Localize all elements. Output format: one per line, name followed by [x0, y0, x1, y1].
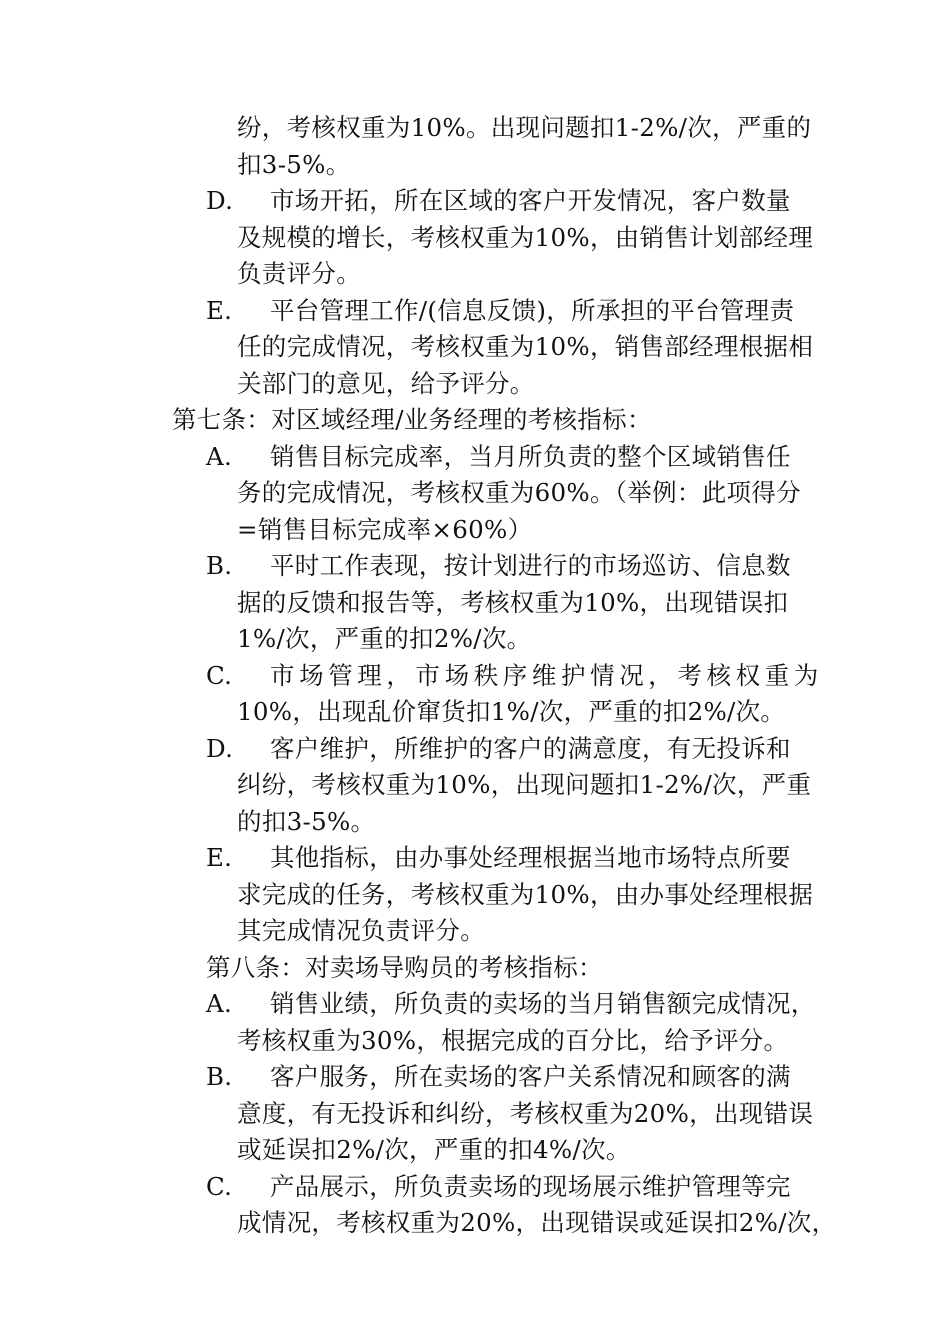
item-letter: C. — [206, 660, 233, 690]
item-letter: B. — [206, 551, 233, 580]
item-letter: E. — [206, 295, 233, 325]
item-text: 任的完成情况，考核权重为10%，销售部经理根据相 — [237, 332, 814, 361]
item-text: 平台管理工作/(信息反馈)，所承担的平台管理责 — [270, 295, 795, 325]
list-item — [0, 293, 950, 403]
list-item — [0, 1059, 950, 1169]
list-item — [0, 1169, 950, 1242]
item-text: 考核权重为30%，根据完成的百分比，给予评分。 — [237, 1025, 789, 1055]
item-text: 1%/次，严重的扣2%/次。 — [237, 624, 532, 653]
list-item — [0, 548, 950, 658]
item-text: 其他指标，由办事处经理根据当地市场特点所要 — [270, 843, 791, 872]
list-item — [0, 658, 950, 731]
continued-line: 扣3-5%。 — [237, 149, 351, 179]
document-body — [0, 110, 950, 1242]
item-text: 客户服务，所在卖场的客户关系情况和顾客的满 — [270, 1062, 791, 1091]
item-text: 客户维护，所维护的客户的满意度，有无投诉和 — [270, 733, 791, 763]
item-letter: B. — [206, 1062, 233, 1091]
list-item — [0, 439, 950, 549]
item-letter: D. — [206, 186, 234, 215]
item-text: 成情况，考核权重为20%，出现错误或延误扣2%/次， — [237, 1208, 837, 1237]
item-letter: E. — [206, 843, 233, 872]
list-item — [0, 183, 950, 293]
item-letter: A. — [206, 989, 233, 1018]
item-text: 意度，有无投诉和纠纷，考核权重为20%，出现错误 — [237, 1098, 814, 1128]
item-text: 平时工作表现，按计划进行的市场巡访、信息数 — [270, 551, 791, 580]
item-text: 据的反馈和报告等，考核权重为10%，出现错误扣 — [237, 587, 789, 617]
item-text: 务的完成情况，考核权重为60%。（举例：此项得分 — [237, 478, 801, 507]
item-text: 或延误扣2%/次，严重的扣4%/次。 — [237, 1135, 631, 1164]
item-text: 销售业绩，所负责的卖场的当月销售额完成情况， — [270, 989, 816, 1018]
list-item — [0, 986, 950, 1059]
item-letter: A. — [206, 441, 233, 471]
article-heading: 第七条：对区域经理/业务经理的考核指标： — [172, 405, 652, 434]
continued-line: 纷，考核权重为10%。出现问题扣1-2%/次，严重的 — [237, 113, 812, 142]
item-text: 负责评分。 — [237, 259, 361, 288]
item-text: 产品展示，所负责卖场的现场展示维护管理等完 — [270, 1171, 791, 1201]
item-text: 纠纷，考核权重为10%，出现问题扣1-2%/次，严重 — [237, 770, 812, 799]
item-text: 销售目标完成率，当月所负责的整个区域销售任 — [270, 441, 791, 471]
item-letter: D. — [206, 733, 234, 763]
item-text: 市场开拓，所在区域的客户开发情况，客户数量 — [270, 186, 791, 215]
item-text: 及规模的增长，考核权重为10%，由销售计划部经理 — [237, 222, 814, 252]
item-text: 的扣3-5%。 — [237, 806, 376, 836]
item-text: 关部门的意见，给予评分。 — [237, 368, 535, 398]
item-text: 求完成的任务，考核权重为10%，由办事处经理根据 — [237, 879, 814, 909]
item-letter: C. — [206, 1171, 233, 1201]
item-text: 其完成情况负责评分。 — [237, 916, 485, 945]
article-heading: 第八条：对卖场导购员的考核指标： — [206, 952, 603, 982]
item-text: 市场管理，市场秩序维护情况，考核权重为 — [270, 660, 823, 690]
item-text: 10%，出现乱价窜货扣1%/次，严重的扣2%/次。 — [237, 697, 786, 726]
list-item — [0, 840, 950, 950]
list-item — [0, 731, 950, 841]
item-text: =销售目标完成率×60%） — [237, 514, 533, 544]
